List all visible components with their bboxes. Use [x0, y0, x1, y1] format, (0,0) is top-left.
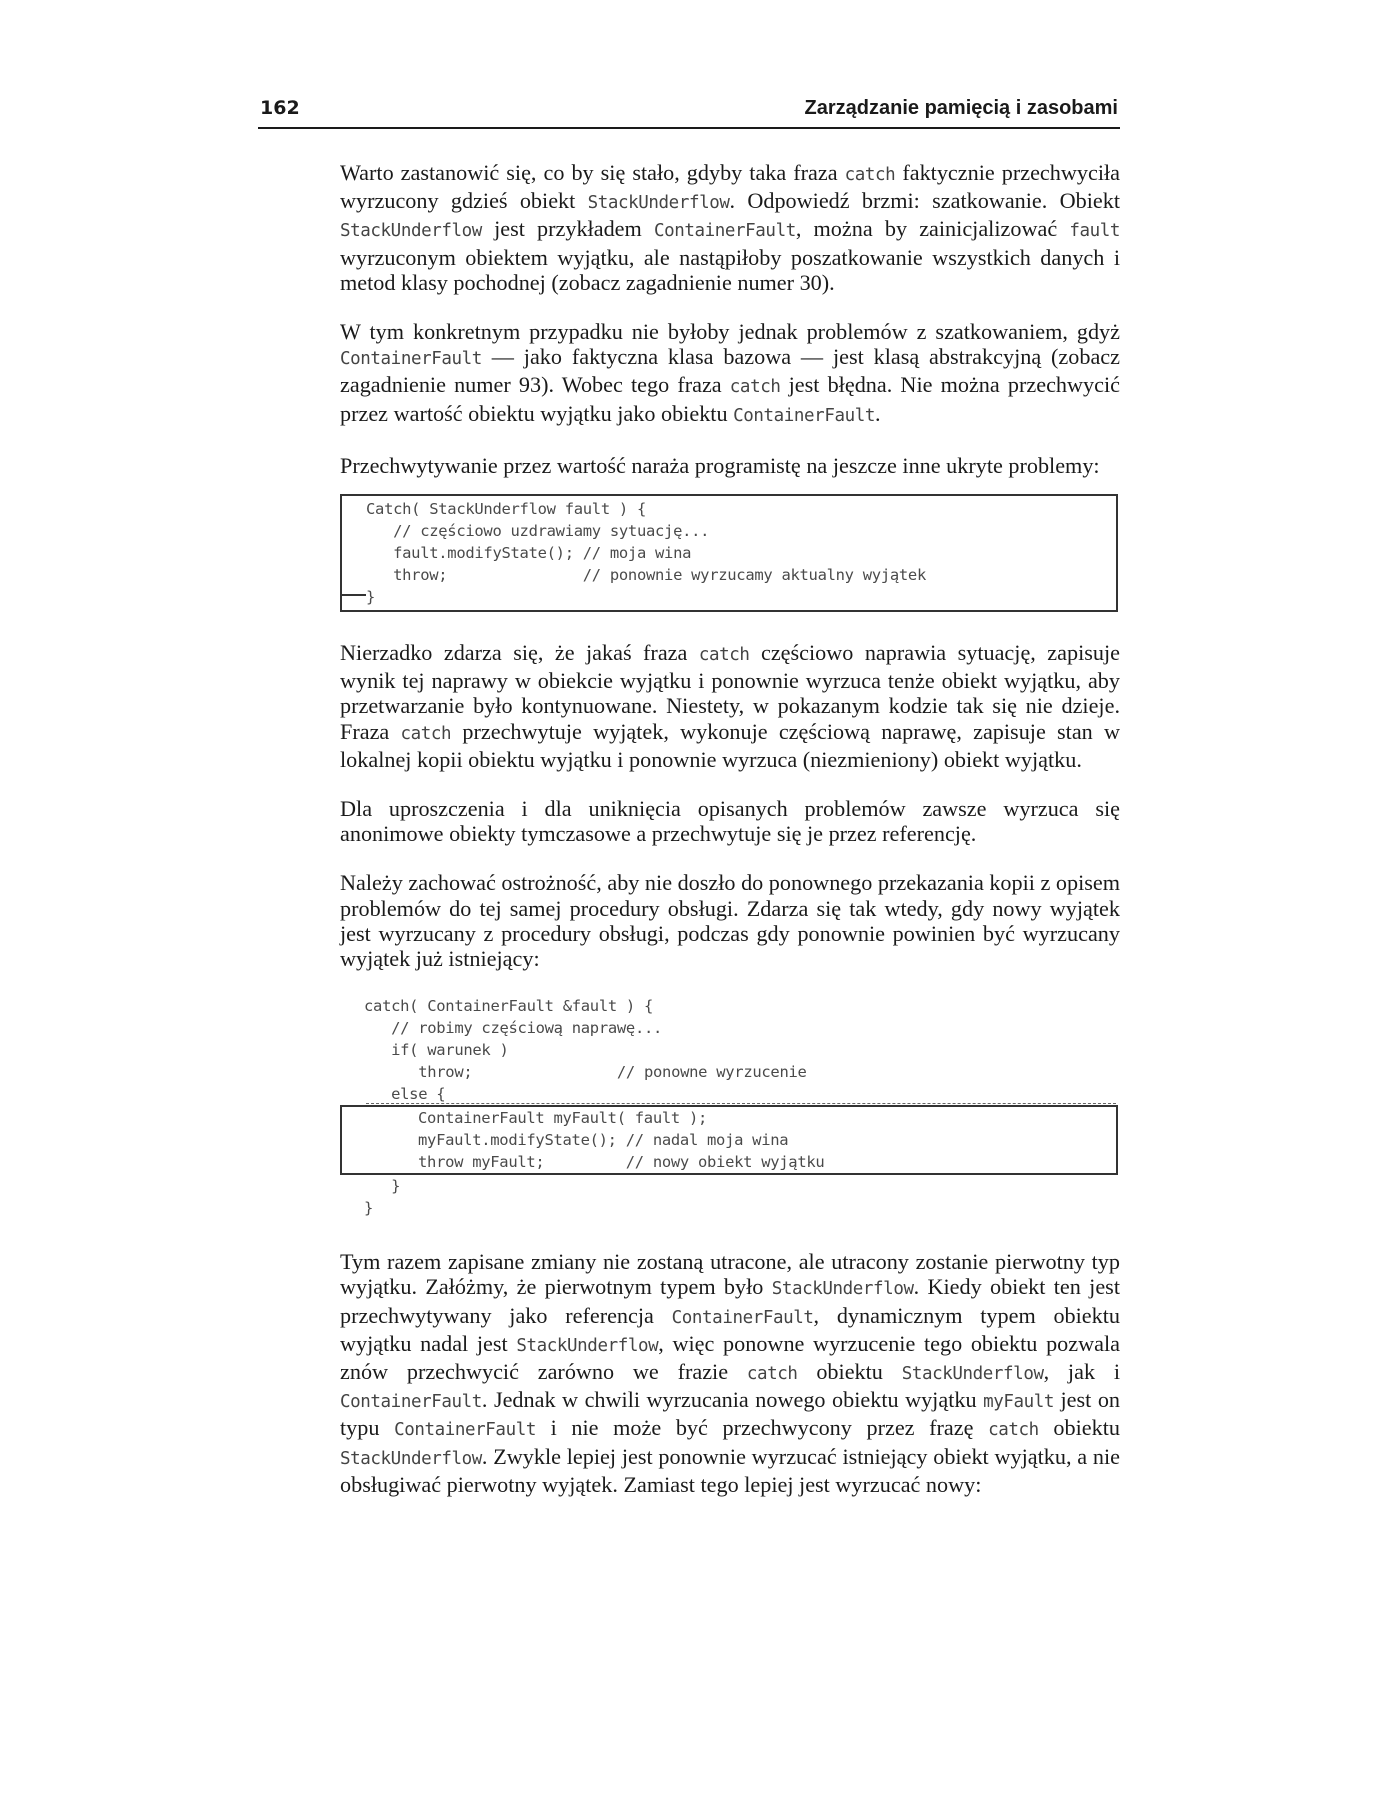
paragraph-2: [340, 319, 1120, 429]
text: . Kiedy obiekt ten jest przechwytywany jako referencja: [340, 1274, 1120, 1328]
code-inline: StackUnderflow: [340, 221, 482, 242]
code-listing-1: [340, 494, 1118, 612]
page-number: 162: [260, 97, 300, 119]
text: częściowo naprawia sytuację, zapisuje wynik tej naprawy w obiekcie wyjątku i ponownie wyrzuca tenże obiekt wyjątku, aby przetwarzanie było kontynuowane. Niestety, w pokazanym kodzie tak się nie dzieje. Fraza: [340, 640, 1120, 744]
text: .: [875, 400, 881, 426]
code-line: }: [366, 588, 376, 607]
text: faktycznie przechwyciła wyrzucony gdzieś obiekt: [340, 160, 1121, 214]
code-line: fault.modifyState(); // moja wina: [366, 544, 692, 563]
text: i nie może być przechwycony przez frazę: [535, 1415, 989, 1441]
text: Dla uproszczenia i dla uniknięcia opisanych problemów zawsze wyrzuca się anonimowe obiekty tymczasowe a przechwytuje się je przez referencję.: [340, 796, 1120, 847]
code-line: Catch( StackUnderflow fault ) {: [366, 500, 646, 519]
code-inline: catch: [698, 645, 750, 666]
code-inline: ContainerFault: [340, 1392, 482, 1413]
text: , można by zainicjalizować: [795, 216, 1070, 242]
text: wyrzuconym obiektem wyjątku, ale nastąpiłoby poszatkowanie wszystkich danych i metod klasy pochodnej (zobacz zagadnienie numer 30).: [340, 244, 1120, 295]
code-inline: fault: [1069, 221, 1121, 242]
code-inline: catch: [844, 165, 896, 185]
paragraph-7: [340, 1249, 1120, 1497]
code-inline: myFault: [983, 1392, 1055, 1413]
text: Tym razem zapisane zmiany nie zostaną utracone, ale utracony zostanie pierwotny typ wyjątku. Załóżmy, że pierwotnym typem było: [340, 1249, 1120, 1300]
code-inline: StackUnderflow: [587, 193, 730, 214]
running-title: Zarządzanie pamięcią i zasobami: [804, 97, 1118, 119]
code-inline: catch: [988, 1420, 1039, 1441]
code-line: throw; // ponowne wyrzucenie: [364, 1063, 807, 1082]
code-line: throw; // ponownie wyrzucamy aktualny wyjątek: [366, 566, 926, 585]
text: jest błędna. Nie można przechwycić przez wartość obiektu wyjątku jako obiektu: [340, 372, 1120, 426]
code-listing-2-bottom: [340, 1175, 1120, 1219]
paragraph-6: [340, 870, 1120, 971]
text: Należy zachować ostrożność, aby nie doszło do ponownego przekazania kopii z opisem problemów do tej samej procedury obsługi. Zdarza się tak wtedy, gdy nowy wyjątek jest wyrzucany z procedury obsługi, podczas gdy ponownie powinien być wyrzucany wyjątek już istniejący:: [340, 870, 1120, 972]
code-inline: StackUnderflow: [901, 1364, 1044, 1385]
code-listing-2: [340, 995, 1120, 1219]
text: W tym konkretnym przypadku nie byłoby jednak problemów z szatkowaniem, gdyż: [340, 319, 1120, 345]
code-inline: ContainerFault: [653, 221, 796, 242]
paragraph-5: [340, 796, 1120, 846]
page-body: [340, 160, 1120, 1521]
text: , więc ponowne wyrzucenie tego obiektu pozwala znów przechwycić zarówno we frazie: [340, 1330, 1120, 1385]
code-line: // robimy częściową naprawę...: [364, 1019, 663, 1038]
text: jest przykładem: [481, 216, 654, 242]
code-line: }: [364, 1177, 401, 1196]
code-inline: catch: [746, 1364, 798, 1385]
text: przechwytuje wyjątek, wykonuje częściową naprawę, zapisuje stan w lokalnej kopii obiektu wyjątku i ponownie wyrzuca (niezmieniony) obiekt wyjątku.: [340, 718, 1120, 772]
text: . Odpowiedź brzmi: szatkowanie. Obiekt: [729, 188, 1120, 214]
text: . Jednak w chwili wyrzucania nowego obiektu wyjątku: [481, 1387, 984, 1413]
text: , dynamicznym typem obiektu wyjątku nadal jest: [340, 1302, 1121, 1356]
code-inline: ContainerFault: [394, 1420, 536, 1441]
code-inline: catch: [400, 723, 452, 744]
text: , jak i: [1043, 1359, 1120, 1385]
paragraph-1: [340, 160, 1120, 295]
text: Warto zastanowić się, co by się stało, gdyby taka fraza: [340, 160, 845, 185]
text: obiektu: [1038, 1415, 1120, 1441]
code-inline: catch: [729, 377, 781, 398]
code-inline: StackUnderflow: [516, 1335, 659, 1356]
code-line: throw myFault; // nowy obiekt wyjątku: [418, 1153, 825, 1172]
page-header: [258, 93, 1120, 129]
code-inline: ContainerFault: [671, 1307, 814, 1328]
code-line: ContainerFault myFault( fault );: [418, 1109, 708, 1128]
code-inline: StackUnderflow: [771, 1279, 914, 1300]
code-line: // częściowo uzdrawiamy sytuację...: [366, 522, 710, 541]
code-inline: ContainerFault: [340, 349, 482, 370]
code-inline: StackUnderflow: [340, 1448, 482, 1469]
paragraph-4: [340, 640, 1120, 772]
paragraph-3: [340, 453, 1120, 478]
text: — jako faktyczna klasa bazowa — jest klasą abstrakcyjną (zobacz zagadnienie numer 93). Wobec tego fraza: [340, 344, 1120, 398]
code-line: }: [364, 1199, 374, 1218]
text: . Zwykle lepiej jest ponownie wyrzucać istniejący obiekt wyjątku, a nie obsługiwać pierwotny wyjątek. Zamiast tego lepiej jest wyrzucać nowy:: [340, 1443, 1120, 1497]
code-line: myFault.modifyState(); // nadal moja wina: [418, 1131, 789, 1150]
code-line: catch( ContainerFault &fault ) {: [364, 997, 654, 1016]
text: Nierzadko zdarza się, że jakaś fraza: [340, 640, 699, 666]
text: jest on typu: [340, 1387, 1121, 1441]
text: obiektu: [797, 1359, 902, 1385]
code-line: else {: [364, 1085, 446, 1104]
code-listing-2-top: [340, 995, 1120, 1105]
code-line: if( warunek ): [364, 1041, 509, 1060]
code-inline: ContainerFault: [733, 405, 875, 426]
code-highlight-box: [340, 1105, 1118, 1175]
text: Przechwytywanie przez wartość naraża programistę na jeszcze inne ukryte problemy:: [340, 452, 1100, 478]
